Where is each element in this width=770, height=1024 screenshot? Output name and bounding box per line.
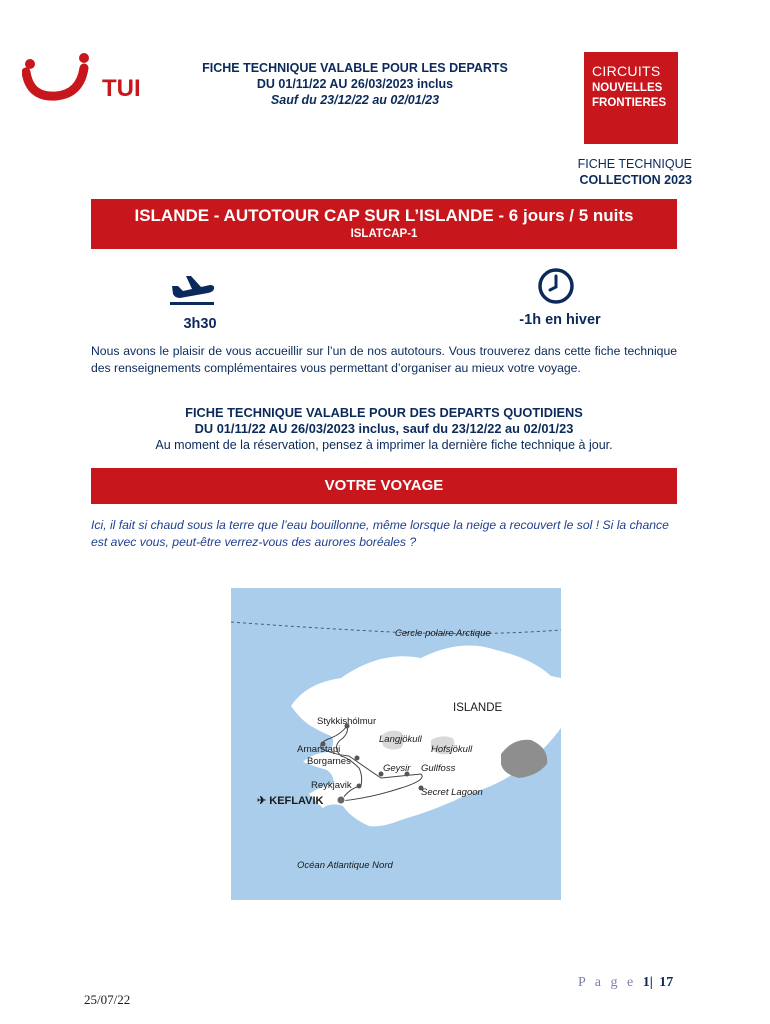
nouvelles-label: NOUVELLES bbox=[592, 82, 663, 94]
page-label: P a g e bbox=[578, 975, 637, 990]
daily-departures-dates: DU 01/11/22 AU 26/03/2023 inclus, sauf du 23/12/22 au 02/01/23 bbox=[194, 421, 574, 436]
votre-voyage-banner: VOTRE VOYAGE bbox=[91, 468, 677, 504]
fiche-collection bbox=[578, 156, 692, 188]
ocean-label: Océan Atlantique Nord bbox=[297, 860, 393, 871]
place-secret-lagoon: Secret Lagoon bbox=[421, 787, 483, 798]
circuits-nouvelles-frontieres-logo bbox=[584, 52, 678, 144]
frontieres-label: FRONTIERES bbox=[592, 97, 667, 109]
place-stykkisholmur: Stykkishólmur bbox=[317, 716, 377, 727]
document-date: 25/07/22 bbox=[84, 992, 131, 1007]
trip-title: ISLANDE - AUTOTOUR CAP SUR L’ISLANDE - 6 jours / 5 nuits bbox=[134, 206, 634, 225]
place-hofsjokull: Hofsjökull bbox=[431, 744, 473, 755]
iceland-landmass bbox=[291, 646, 561, 827]
iceland-label: ISLANDE bbox=[453, 702, 503, 714]
daily-departures-title: FICHE TECHNIQUE VALABLE POUR DES DEPARTS QUOTIDIENS bbox=[185, 405, 583, 420]
page-number bbox=[578, 975, 673, 991]
place-borgarnes: Borgarnes bbox=[307, 756, 351, 767]
print-reminder: Au moment de la réservation, pensez à imprimer la dernière fiche technique à jour. bbox=[155, 438, 613, 452]
trip-code: ISLATCAP-1 bbox=[350, 228, 418, 240]
page-total: 17 bbox=[659, 975, 674, 990]
fiche-label: FICHE TECHNIQUE bbox=[577, 157, 692, 171]
plane-departure-icon bbox=[168, 272, 216, 306]
daily-departures-block bbox=[91, 405, 677, 453]
place-keflavik bbox=[257, 794, 323, 807]
circuits-label: CIRCUITS bbox=[592, 63, 661, 79]
keflavik-label: KEFLAVIK bbox=[269, 795, 324, 807]
title-banner bbox=[91, 199, 677, 249]
flight-time: 3h30 bbox=[183, 316, 217, 332]
validity-line-1: FICHE TECHNIQUE VALABLE POUR LES DEPARTS bbox=[202, 61, 508, 75]
page-separator: | bbox=[649, 975, 653, 990]
airport-icon: ✈ bbox=[257, 795, 267, 807]
place-arnarstapi: Arnarstapi bbox=[297, 744, 341, 755]
iceland-map bbox=[231, 588, 561, 900]
time-difference: -1h en hiver bbox=[519, 312, 601, 328]
arctic-circle-label: Cercle polaire Arctique bbox=[395, 628, 491, 639]
place-geysir: Geysir bbox=[383, 763, 411, 774]
tui-smile-icon bbox=[22, 52, 162, 102]
tui-logo bbox=[22, 52, 162, 102]
validity-line-3: Sauf du 23/12/22 au 02/01/23 bbox=[270, 93, 440, 107]
collection-label: COLLECTION 2023 bbox=[579, 173, 692, 187]
place-langjokull: Langjökull bbox=[379, 734, 422, 745]
validity-header bbox=[170, 60, 540, 108]
page-current: 1 bbox=[642, 975, 650, 990]
place-reykjavik: Reykjavik bbox=[311, 780, 352, 791]
validity-line-2: DU 01/11/22 AU 26/03/2023 inclus bbox=[256, 77, 454, 91]
tui-wordmark: TUI bbox=[102, 75, 141, 102]
place-gullfoss: Gullfoss bbox=[421, 763, 456, 774]
trip-lead-text: Ici, il fait si chaud sous la terre que l’eau bouillonne, même lorsque la neige a recouvert le sol ! Si la chance est avec vous, peut-être verrez-vous des aurores boréales ? bbox=[91, 518, 669, 549]
clock-icon bbox=[536, 266, 576, 306]
intro-paragraph: Nous avons le plaisir de vous accueillir sur l’un de nos autotours. Vous trouverez dans cette fiche technique des renseignements complémentaires vous permettant d’organiser au mieux votre voyage. bbox=[91, 344, 677, 375]
